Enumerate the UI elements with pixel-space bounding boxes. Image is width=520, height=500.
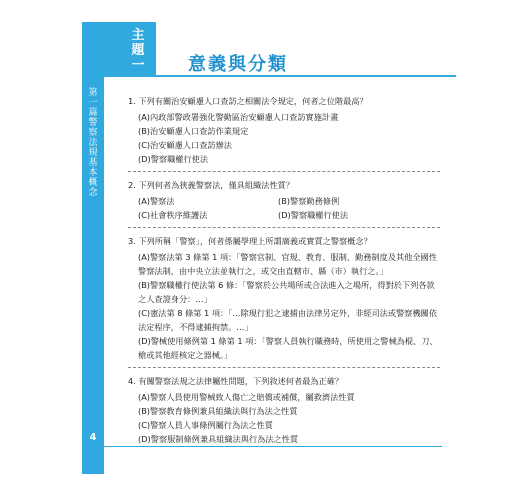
question-1 — [128, 94, 440, 166]
option: (D)警察職權行使法 — [138, 154, 209, 164]
divider — [128, 227, 440, 228]
question-stem: 4. 有關警察法規之法律屬性問題，下列敘述何者最為正確？ — [128, 376, 344, 386]
question-3 — [128, 234, 440, 362]
option: (A)警察法第 3 條第 1 項：「警察官制、官規、教育、服制、勤務制度及其他全國性警察法制，由中央立法並執行之，或交由直轄市、縣（市）執行之。」 — [138, 252, 437, 276]
option: (D)警械使用條例第 1 條第 1 項：「警察人員執行職務時，所使用之警械為棍、刀、槍或其他經核定之器械。」 — [138, 336, 438, 360]
question-stem: 2. 下列何者為狹義警察法，僅具組織法性質？ — [128, 180, 294, 190]
bottom-rule — [104, 446, 442, 447]
page-title: 意義與分類 — [188, 54, 288, 75]
theme-label: 主題一 — [131, 28, 145, 73]
question-2 — [128, 178, 440, 222]
question-4 — [128, 374, 440, 446]
option: (A)警察法 — [138, 196, 175, 206]
option-row — [128, 208, 440, 222]
title-underline — [156, 75, 456, 77]
option: (B)警察勤務條例 — [278, 196, 340, 206]
option-row — [128, 194, 440, 208]
option: (B)警察教育條例兼具組織法與行為法之性質 — [138, 406, 298, 416]
question-stem: 3. 下列所稱「警察」，何者係屬學理上所謂廣義或實質之警察概念？ — [128, 236, 372, 246]
chapter-label: 第一篇 警察法規基本概念 — [88, 88, 98, 198]
question-stem: 1. 下列有關治安顧慮人口查訪之相關法令規定，何者之位階最高？ — [128, 96, 368, 106]
divider — [128, 367, 440, 368]
option: (B)警察職權行使法第 6 條：「警察於公共場所或合法進入之場所，得對於下列各款之人查證身分：…」 — [138, 280, 435, 304]
page-number: 4 — [89, 432, 97, 443]
option: (C)憲法第 8 條第 1 項：「…除現行犯之逮捕由法律另定外，非經司法或警察機關依法定程序，不得逮捕拘禁。…」 — [138, 308, 438, 332]
option: (B)治安顧慮人口查訪作業規定 — [138, 126, 249, 136]
option: (A)警察人員使用警械致人傷亡之賠償或補償，屬救濟法性質 — [138, 392, 355, 402]
divider — [128, 171, 440, 172]
option: (C)治安顧慮人口查訪辦法 — [138, 140, 232, 150]
option: (C)警察人員人事條例屬行為法之性質 — [138, 420, 273, 430]
question-list — [128, 94, 440, 450]
option: (C)社會秩序維護法 — [138, 210, 208, 220]
option: (D)警察服制條例兼具組織法與行為法之性質 — [138, 434, 299, 444]
option: (D)警察職權行使法 — [278, 210, 349, 220]
option: (A)內政部警政署強化警勤區治安顧慮人口查訪實施計畫 — [138, 112, 339, 122]
title-row — [156, 46, 436, 74]
